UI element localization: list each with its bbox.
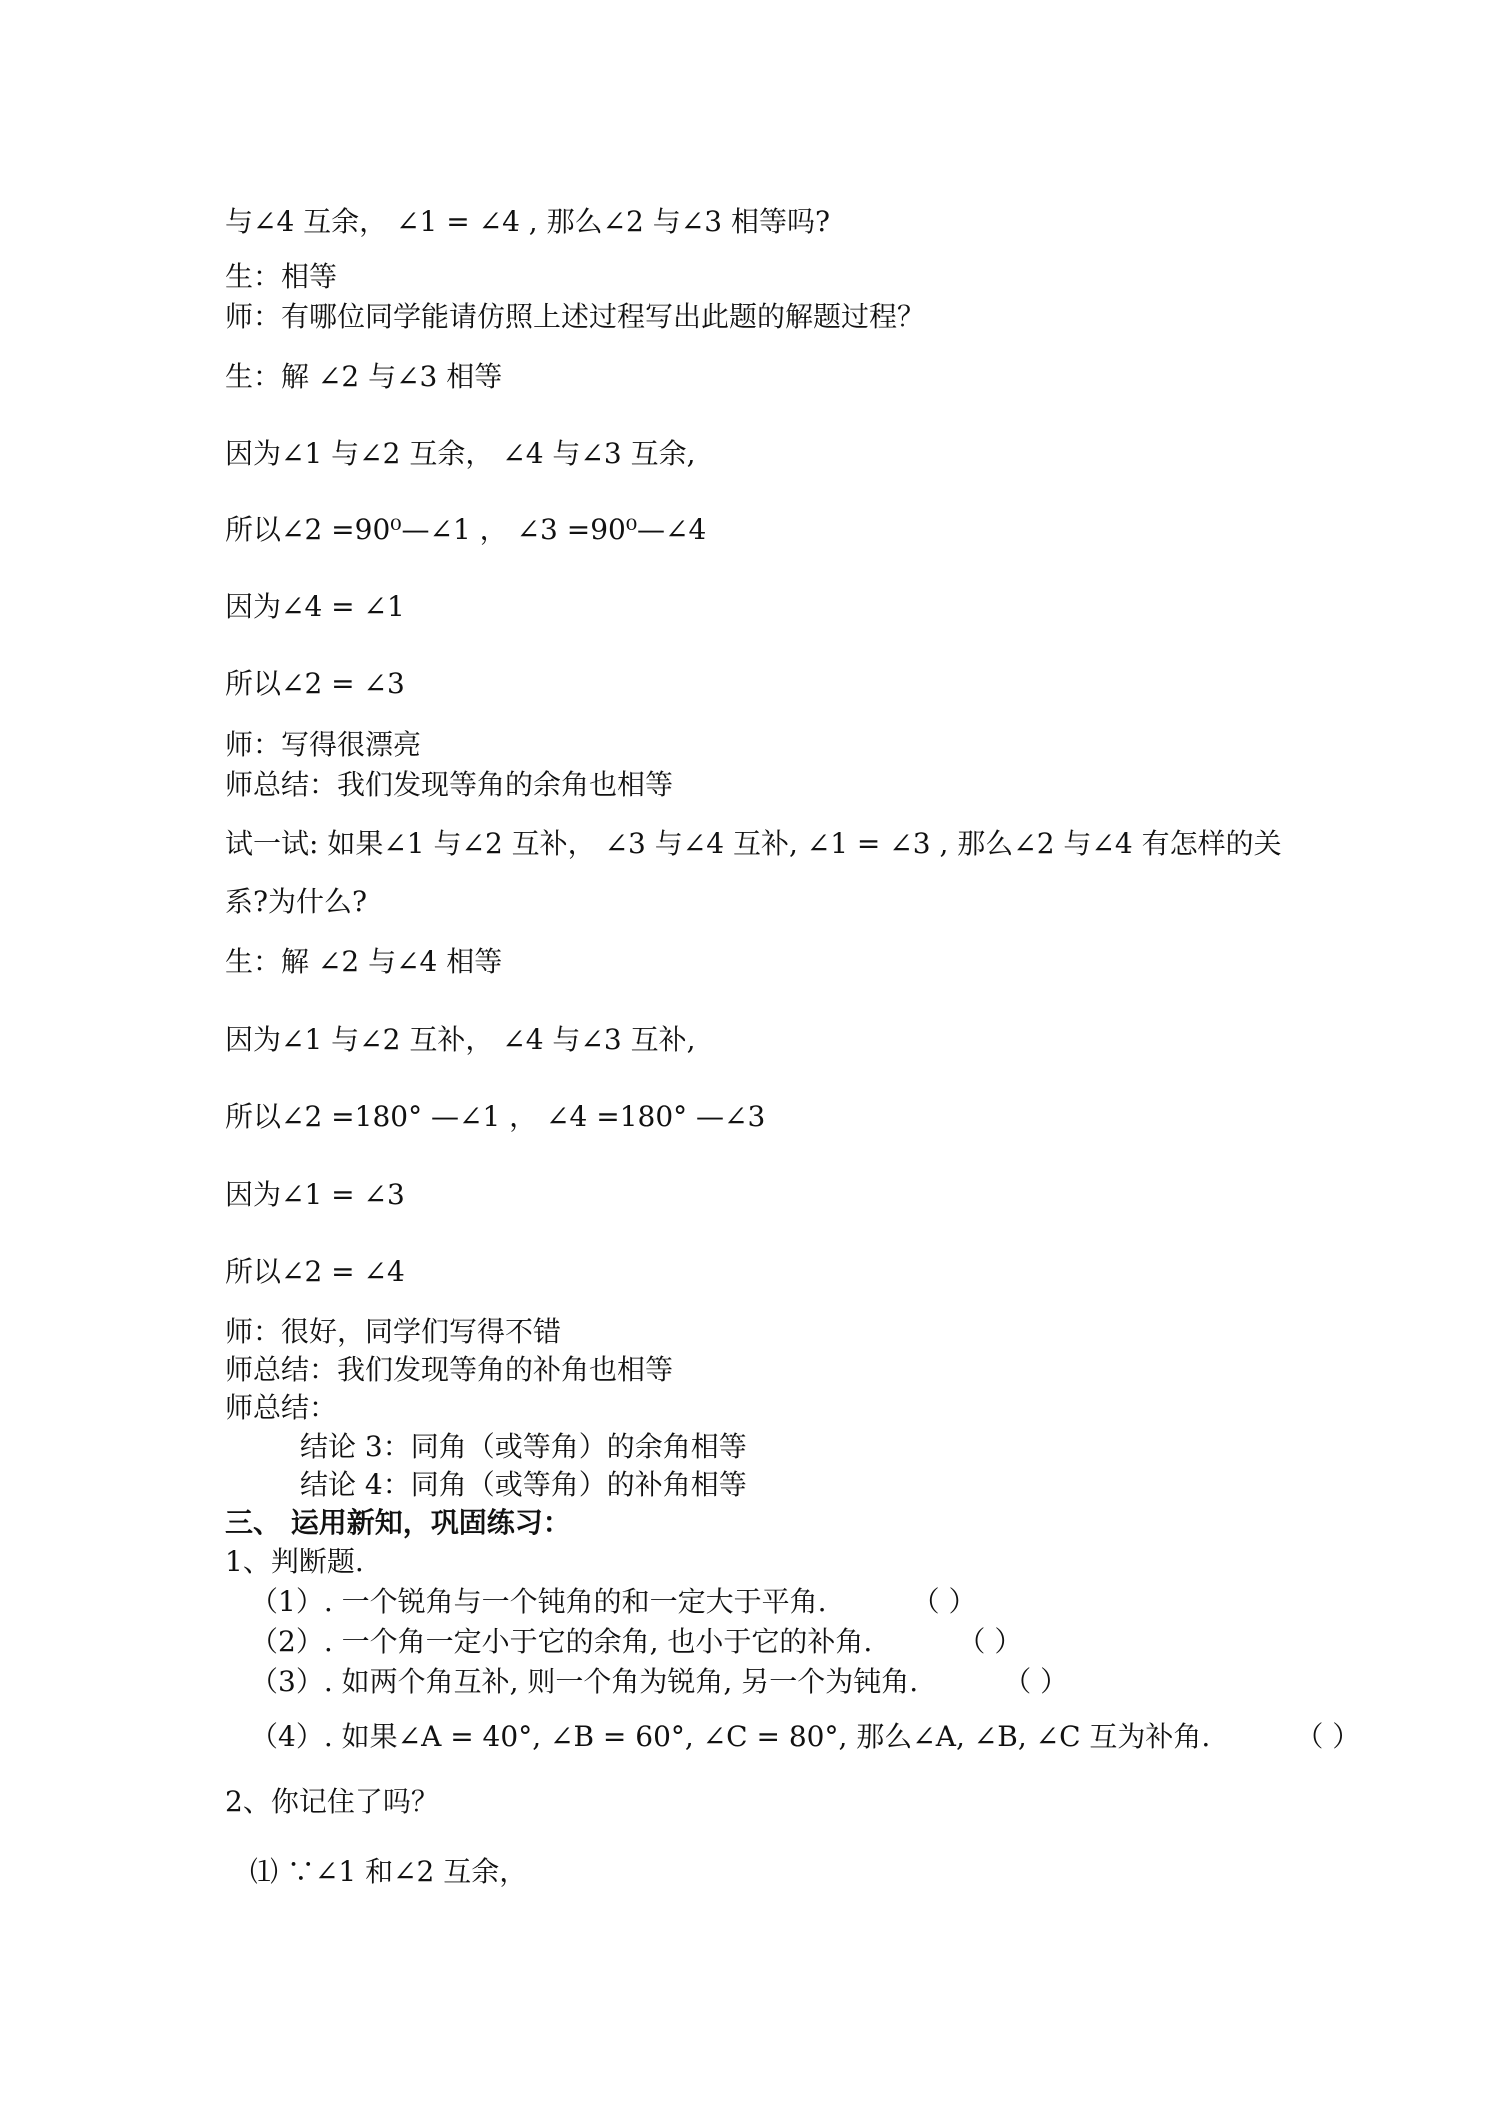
answer-blank: （ ） xyxy=(911,1585,977,1618)
text-line: 试一试: 如果∠1 与∠2 互补， ∠3 与∠4 互补, ∠1 = ∠3 , 那么∠2 与∠4 有怎样的关 xyxy=(225,827,1282,860)
text-line: 因为∠4 = ∠1 xyxy=(225,590,405,623)
answer-blank: （ ） xyxy=(1003,1665,1069,1698)
item-text: （3）. 如两个角互补, 则一个角为锐角, 另一个为钝角. xyxy=(250,1665,919,1698)
text-line: 师：很好，同学们写得不错 xyxy=(225,1315,562,1348)
question-2-title: 2、你记住了吗？ xyxy=(225,1785,439,1818)
text-line: 师总结： xyxy=(225,1391,338,1424)
text-line: 所以∠2 =180° —∠1 ， ∠4 =180° —∠3 xyxy=(225,1100,766,1133)
text-line: 师：写得很漂亮 xyxy=(225,728,422,761)
answer-blank: （ ） xyxy=(1295,1720,1361,1753)
question-1-item xyxy=(250,1720,1360,1754)
text-line: 师总结：我们发现等角的余角也相等 xyxy=(225,768,674,801)
text-line: 生：相等 xyxy=(225,260,338,293)
conclusion-3: 结论 3：同角（或等角）的余角相等 xyxy=(300,1430,747,1463)
text-line: 师总结：我们发现等角的补角也相等 xyxy=(225,1353,674,1386)
text-line: 生：解 ∠2 与∠3 相等 xyxy=(225,360,503,393)
item-text: （1）. 一个锐角与一个钝角的和一定大于平角. xyxy=(250,1585,827,1618)
text-line: 与∠4 互余， ∠1 = ∠4 , 那么∠2 与∠3 相等吗? xyxy=(225,205,830,238)
text-line: 生：解 ∠2 与∠4 相等 xyxy=(225,945,503,978)
answer-blank: （ ） xyxy=(957,1625,1023,1658)
question-1-item xyxy=(250,1625,1022,1659)
item-text: （4）. 如果∠A = 40°, ∠B = 60°, ∠C = 80°, 那么∠A, ∠B, ∠C 互为补角. xyxy=(250,1720,1211,1753)
text-line: 因为∠1 与∠2 互补， ∠4 与∠3 互补, xyxy=(225,1023,696,1056)
text-line: 系?为什么? xyxy=(225,885,368,918)
question-1-title: 1、判断题. xyxy=(225,1545,364,1578)
text-line: 因为∠1 与∠2 互余， ∠4 与∠3 互余, xyxy=(225,437,696,470)
text-line: 因为∠1 = ∠3 xyxy=(225,1178,405,1211)
item-text: （2）. 一个角一定小于它的余角, 也小于它的补角. xyxy=(250,1625,873,1658)
section-heading: 三、 运用新知，巩固练习： xyxy=(225,1506,571,1539)
text-line: 所以∠2 = ∠4 xyxy=(225,1255,405,1288)
text-line: 所以∠2 = ∠3 xyxy=(225,667,405,700)
question-2-item: ⑴ ∵∠1 和∠2 互余， xyxy=(250,1855,528,1888)
conclusion-4: 结论 4：同角（或等角）的补角相等 xyxy=(300,1468,747,1501)
question-1-item xyxy=(250,1585,977,1619)
text-line: 所以∠2 =90⁰—∠1 ， ∠3 =90⁰—∠4 xyxy=(225,513,707,546)
text-line: 师：有哪位同学能请仿照上述过程写出此题的解题过程？ xyxy=(225,300,926,333)
question-1-item xyxy=(250,1665,1068,1699)
